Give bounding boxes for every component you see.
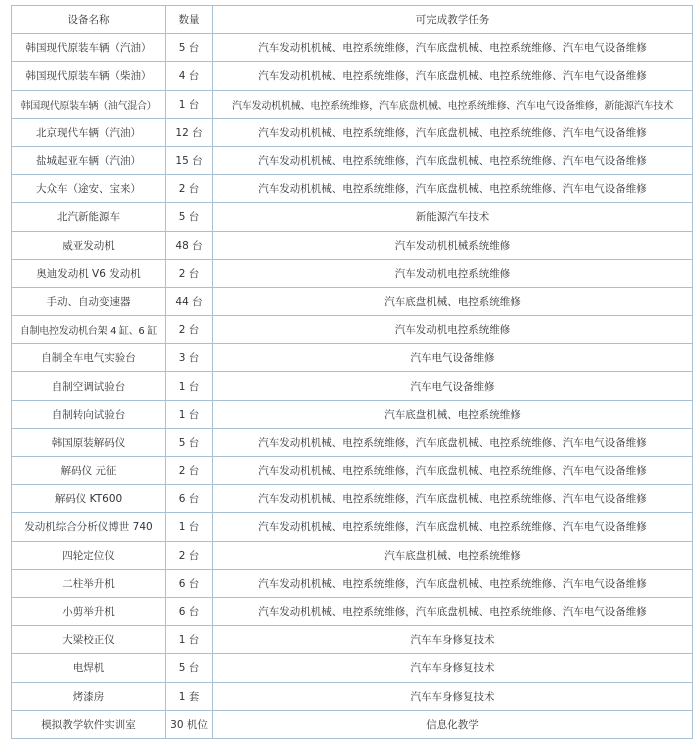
- teaching-task: 汽车发动机机械、电控系统维修，汽车底盘机械、电控系统维修、汽车电气设备维修，新能源汽车技术: [213, 90, 693, 118]
- teaching-task: 汽车车身修复技术: [213, 654, 693, 682]
- equipment-table: [11, 5, 693, 739]
- table-row: [12, 654, 693, 682]
- quantity: 1 套: [166, 682, 213, 710]
- teaching-task: 汽车发动机机械、电控系统维修，汽车底盘机械、电控系统维修、汽车电气设备维修: [213, 597, 693, 625]
- equipment-name: 模拟教学软件实训室: [12, 710, 166, 738]
- teaching-task: 汽车发动机机械、电控系统维修，汽车底盘机械、电控系统维修、汽车电气设备维修: [213, 146, 693, 174]
- table-row: [12, 485, 693, 513]
- table-row: [12, 513, 693, 541]
- quantity: 5 台: [166, 34, 213, 62]
- quantity: 1 台: [166, 513, 213, 541]
- quantity: 30 机位: [166, 710, 213, 738]
- teaching-task: 汽车发动机机械、电控系统维修，汽车底盘机械、电控系统维修、汽车电气设备维修: [213, 428, 693, 456]
- quantity: 2 台: [166, 457, 213, 485]
- table-row: [12, 428, 693, 456]
- table-row: [12, 316, 693, 344]
- teaching-task: 新能源汽车技术: [213, 203, 693, 231]
- table-row: [12, 541, 693, 569]
- table-row: [12, 259, 693, 287]
- quantity: 5 台: [166, 428, 213, 456]
- equipment-name: 二柱举升机: [12, 569, 166, 597]
- quantity: 5 台: [166, 654, 213, 682]
- header-equipment-name: 设备名称: [12, 6, 166, 34]
- table-row: [12, 118, 693, 146]
- table-row: [12, 146, 693, 174]
- quantity: 1 台: [166, 90, 213, 118]
- teaching-task: 汽车发动机机械、电控系统维修，汽车底盘机械、电控系统维修、汽车电气设备维修: [213, 457, 693, 485]
- table-row: [12, 682, 693, 710]
- equipment-name: 韩国现代原装车辆（柴油）: [12, 62, 166, 90]
- equipment-name: 电焊机: [12, 654, 166, 682]
- table-row: [12, 597, 693, 625]
- equipment-name: 韩国原装解码仪: [12, 428, 166, 456]
- equipment-name: 韩国现代原装车辆（汽油）: [12, 34, 166, 62]
- equipment-name: 大众车（途安、宝来）: [12, 175, 166, 203]
- equipment-name: 自制全车电气实验台: [12, 344, 166, 372]
- quantity: 1 台: [166, 400, 213, 428]
- quantity: 6 台: [166, 597, 213, 625]
- equipment-name: 烤漆房: [12, 682, 166, 710]
- teaching-task: 汽车发动机机械、电控系统维修，汽车底盘机械、电控系统维修、汽车电气设备维修: [213, 175, 693, 203]
- teaching-task: 汽车发动机机械、电控系统维修，汽车底盘机械、电控系统维修、汽车电气设备维修: [213, 513, 693, 541]
- teaching-task: 汽车底盘机械、电控系统维修: [213, 541, 693, 569]
- teaching-task: 汽车电气设备维修: [213, 372, 693, 400]
- equipment-name: 北京现代车辆（汽油）: [12, 118, 166, 146]
- teaching-task: 汽车发动机电控系统维修: [213, 259, 693, 287]
- table-row: [12, 626, 693, 654]
- table-row: [12, 344, 693, 372]
- equipment-name: 四轮定位仪: [12, 541, 166, 569]
- table-row: [12, 90, 693, 118]
- teaching-task: 汽车发动机机械系统维修: [213, 231, 693, 259]
- quantity: 3 台: [166, 344, 213, 372]
- quantity: 48 台: [166, 231, 213, 259]
- quantity: 4 台: [166, 62, 213, 90]
- table-header-row: [12, 6, 693, 34]
- equipment-name: 奥迪发动机 V6 发动机: [12, 259, 166, 287]
- teaching-task: 汽车电气设备维修: [213, 344, 693, 372]
- quantity: 15 台: [166, 146, 213, 174]
- table-row: [12, 569, 693, 597]
- table-row: [12, 231, 693, 259]
- teaching-task: 汽车车身修复技术: [213, 626, 693, 654]
- table-row: [12, 287, 693, 315]
- quantity: 2 台: [166, 541, 213, 569]
- table-row: [12, 62, 693, 90]
- teaching-task: 汽车发动机机械、电控系统维修，汽车底盘机械、电控系统维修、汽车电气设备维修: [213, 62, 693, 90]
- teaching-task: 汽车发动机机械、电控系统维修，汽车底盘机械、电控系统维修、汽车电气设备维修: [213, 569, 693, 597]
- quantity: 2 台: [166, 259, 213, 287]
- quantity: 2 台: [166, 175, 213, 203]
- teaching-task: 信息化教学: [213, 710, 693, 738]
- teaching-task: 汽车发动机电控系统维修: [213, 316, 693, 344]
- equipment-name: 小剪举升机: [12, 597, 166, 625]
- quantity: 1 台: [166, 626, 213, 654]
- header-teaching-tasks: 可完成教学任务: [213, 6, 693, 34]
- equipment-name: 自制转向试验台: [12, 400, 166, 428]
- equipment-name: 北汽新能源车: [12, 203, 166, 231]
- equipment-name: 解码仪 元征: [12, 457, 166, 485]
- quantity: 1 台: [166, 372, 213, 400]
- equipment-name: 发动机综合分析仪博世 740: [12, 513, 166, 541]
- quantity: 12 台: [166, 118, 213, 146]
- equipment-name: 手动、自动变速器: [12, 287, 166, 315]
- equipment-name: 韩国现代原装车辆（油气混合）: [12, 90, 166, 118]
- teaching-task: 汽车发动机机械、电控系统维修，汽车底盘机械、电控系统维修、汽车电气设备维修: [213, 485, 693, 513]
- quantity: 6 台: [166, 569, 213, 597]
- table-row: [12, 457, 693, 485]
- equipment-name: 解码仪 KT600: [12, 485, 166, 513]
- table-row: [12, 400, 693, 428]
- quantity: 5 台: [166, 203, 213, 231]
- teaching-task: 汽车发动机机械、电控系统维修，汽车底盘机械、电控系统维修、汽车电气设备维修: [213, 118, 693, 146]
- teaching-task: 汽车发动机机械、电控系统维修，汽车底盘机械、电控系统维修、汽车电气设备维修: [213, 34, 693, 62]
- teaching-task: 汽车底盘机械、电控系统维修: [213, 400, 693, 428]
- equipment-name: 盐城起亚车辆（汽油）: [12, 146, 166, 174]
- header-quantity: 数量: [166, 6, 213, 34]
- teaching-task: 汽车底盘机械、电控系统维修: [213, 287, 693, 315]
- quantity: 6 台: [166, 485, 213, 513]
- table-row: [12, 175, 693, 203]
- table-row: [12, 372, 693, 400]
- table-row: [12, 203, 693, 231]
- quantity: 2 台: [166, 316, 213, 344]
- quantity: 44 台: [166, 287, 213, 315]
- equipment-name: 自制空调试验台: [12, 372, 166, 400]
- table-row: [12, 34, 693, 62]
- equipment-name: 威亚发动机: [12, 231, 166, 259]
- equipment-name: 自制电控发动机台架 4 缸、6 缸: [12, 316, 166, 344]
- teaching-task: 汽车车身修复技术: [213, 682, 693, 710]
- equipment-name: 大梁校正仪: [12, 626, 166, 654]
- table-row: [12, 710, 693, 738]
